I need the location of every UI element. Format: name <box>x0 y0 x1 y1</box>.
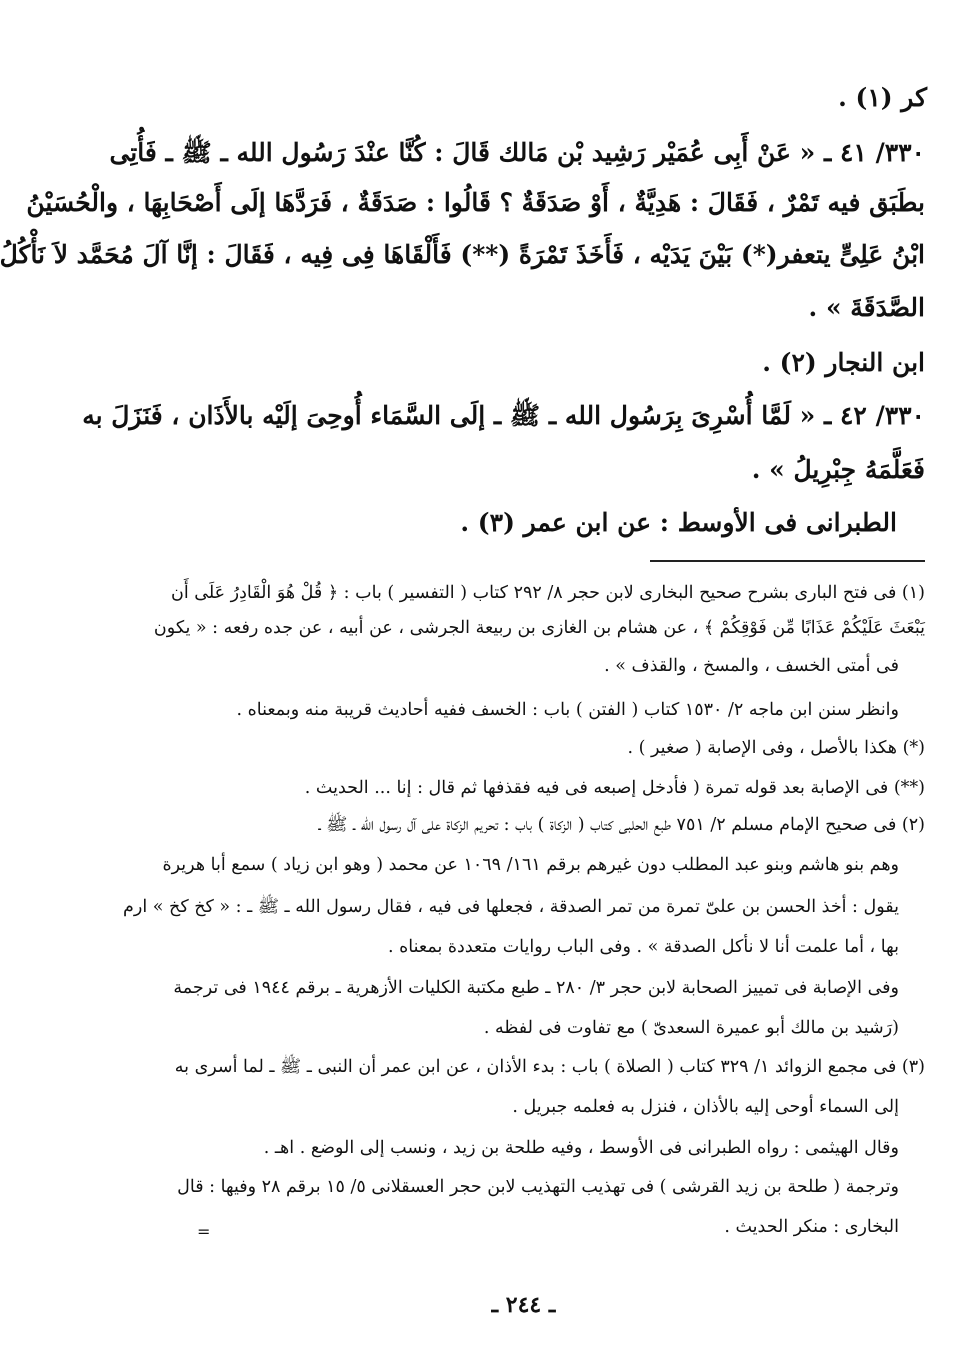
footnote-line: فى أمتى الخسف ، والمسخ ، والقذف » . <box>604 656 899 676</box>
footnote-line: (١) فى فتح البارى بشرح صحيح البخارى لابن حجر ٨/ ٢٩٢ كتاب ( التفسير ) باب : ﴿ قُلْ هُوَ الْقَادِرُ عَلَى أَن <box>171 583 925 603</box>
hadith-41-line-1: ٣٣٠/ ٤١ ـ « عَنْ أَبِى عُمَيْر رَشِيد بْن مَالك قَالَ : كُنَّا عنْدَ رَسُول الله ـ ﷺ ـ فَأُتِى <box>109 138 925 167</box>
footnote-line: (*) هكذا بالأصل ، وفى الإصابة ( صغير ) . <box>627 738 925 758</box>
source-citation: الطبرانى فى الأوسط : عن ابن عمر (٣) . <box>460 508 897 537</box>
source-citation: ابن النجار (٢) . <box>762 348 925 377</box>
hadith-41-line-4: الصَّدَقَةَ » . <box>808 293 925 322</box>
footnote-line: (**) فى الإصابة بعد قوله تمرة ( فأدخل إصبعه فى فيه فقذفها ثم قال : إنا ... الحديث . <box>304 778 925 798</box>
footnote-line: وانظر سنن ابن ماجه ٢/ ١٥٣٠ كتاب ( الفتن ) باب : الخسف ففيه أحاديث قريبة منه وبمعناه . <box>236 700 899 720</box>
continuation-mark: = <box>197 1222 211 1241</box>
footnote-line: (رَشيد بن مالك أبو عميرة السعدىّ ) مع تفاوت فى لفظه . <box>483 1018 899 1038</box>
footnote-line: إلى السماء أوحى إليه بالأذان ، فنزل به فعلمه جبريل . <box>512 1097 899 1117</box>
footnote-line: البخارى : منكر الحديث . <box>724 1217 899 1237</box>
hadith-42-line-2: فَعَلَّمَهُ جِبْرِيلُ » . <box>751 455 925 484</box>
footnote-line: (٢) فى صحيح الإمام مسلم ٢/ ٧٥١ طبع الحلبى كتاب ( الزكاة ) باب : تحريم الزكاة على آل رسول الله ـ ﷺ ـ <box>318 815 925 835</box>
page-number: ـ ٢٤٤ ـ <box>491 1292 556 1318</box>
footnote-line: وهم بنو هاشم وبنو عبد المطلب دون غيرهم برقم ١٦١/ ١٠٦٩ عن محمد ( وهو ابن زياد ) سمع أبا هريرة <box>162 855 899 875</box>
main-line: كر (١) . <box>838 83 927 112</box>
hadith-41-line-3: ابْنُ عَلِىٍّ يتعفر(*) بَيْنَ يَدَيْه ، فَأَخَذَ تَمْرَةً (**) فَأَلْقَاهَا فِى فِيه ، فَقَالَ : إنَّا آلَ مُحَمَّد لاَ نَأْكُلُ <box>0 240 925 269</box>
footnote-divider <box>650 560 925 562</box>
footnote-line: بها ، أما علمت أنا لا نأكل الصدقة » . وفى الباب روايات متعددة بمعناه . <box>387 937 899 957</box>
footnote-line: يقول : أخذ الحسن بن علىّ تمرة من تمر الصدقة ، فجعلها فى فيه ، فقال رسول الله ـ ﷺ ـ : « كخ كخ » ارم <box>123 897 899 917</box>
hadith-41-line-2: بطَبَق فيه تَمْرٌ ، فَقَالَ : هَدِيَّةٌ ، أَوْ صَدَقَةٌ ؟ قَالُوا : صَدَقَةٌ ، فَرَدَّهَا إلَى أَصْحَابِهَا ، والْحُسَيْنُ <box>26 188 925 217</box>
footnote-line: (٣) فى مجمع الزوائد ١/ ٣٢٩ كتاب ( الصلاة ) باب : بدء الأذان ، عن ابن عمر أن النبى ـ ﷺ ـ لما أسرى به <box>174 1057 925 1077</box>
footnote-line: وترجمة ( طلحة بن زيد القرشى ) فى تهذيب التهذيب لابن حجر العسقلانى ٥/ ١٥ برقم ٢٨ وفيها : قال <box>177 1177 899 1197</box>
hadith-42-line-1: ٣٣٠/ ٤٢ ـ « لَمَّا أُسْرِىَ بِرَسُول الله ـ ﷺ ـ إلَى السَّمَاء أُوحِىَ إلَيْه بالأَذَان ، فَنَزَلَ به <box>82 401 925 430</box>
footnote-line: وفى الإصابة فى تمييز الصحابة لابن حجر ٣/ ٢٨٠ ـ طبع مكتبة الكليات الأزهرية ـ برقم ١٩٤٤ فى ترجمة <box>173 978 899 998</box>
footnote-line: يَبْعَثَ عَلَيْكُمْ عَذَابًا مِّن فَوْقِكُمْ ﴾ ، عن هشام بن الغازى بن ربيعة الجرشى ، عن أبيه ، عن جده رفعه : « يكون <box>153 618 925 638</box>
footnote-line: وقال الهيثمى : رواه الطبرانى فى الأوسط ، وفيه طلحة بن زيد ، ونسب إلى الوضع . اهـ . <box>263 1138 899 1158</box>
